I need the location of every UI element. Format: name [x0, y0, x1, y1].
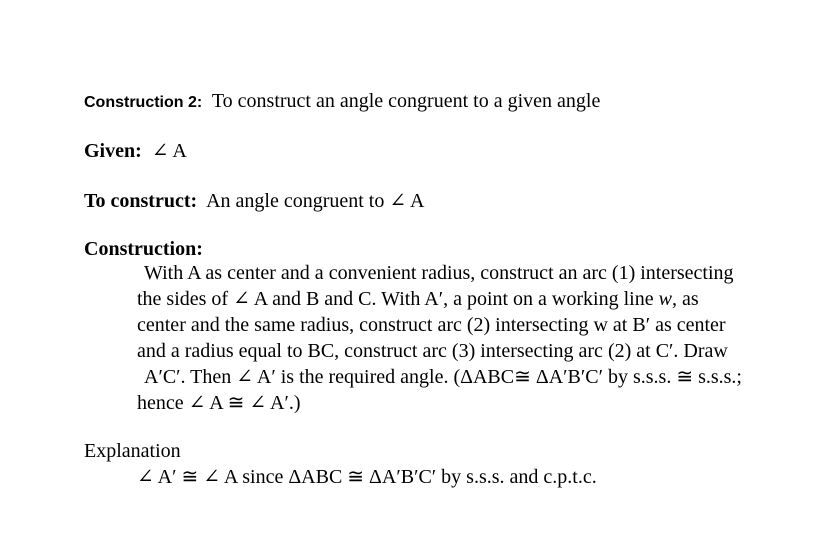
construction-line-5: A′C′. Then ∠ A′ is the required angle. (ΔABC≅ ΔA′B′C′ by s.s.s. ≅ s.s.s.; [144, 366, 742, 388]
construction-heading [84, 88, 600, 116]
construction-line-1: With A as center and a convenient radius, construct an arc (1) intersecting [144, 262, 734, 284]
explanation-text: ∠ A′ ≅ ∠ A since ΔABC ≅ ΔA′B′C′ by s.s.s. and c.p.t.c. [137, 466, 597, 488]
to-construct-line [84, 188, 424, 214]
given-line [84, 138, 187, 164]
explanation-label: Explanation [84, 440, 181, 462]
given-value: ∠ A [151, 140, 187, 162]
construction-heading-title: To construct an angle congruent to a given angle [211, 90, 601, 112]
to-construct-label: To construct: [84, 190, 198, 212]
given-label: Given: [84, 140, 142, 162]
construction-label: Construction: [84, 238, 203, 260]
construction-line-2-text: the sides of ∠ A and B and C. With A′, a point on a working line [137, 288, 654, 310]
to-construct-value: An angle congruent to ∠ A [206, 190, 425, 212]
working-line-variable: w [658, 288, 672, 310]
construction-heading-label: Construction 2: [84, 94, 203, 111]
construction-line-4: and a radius equal to BC, construct arc (3) intersecting arc (2) at C′. Draw [137, 340, 728, 362]
construction-line-2-tail: , as [671, 288, 699, 310]
construction-line-6: hence ∠ A ≅ ∠ A′.) [137, 392, 301, 414]
construction-line-2 [137, 286, 699, 312]
construction-line-3: center and the same radius, construct arc (2) intersecting w at B′ as center [137, 314, 726, 336]
